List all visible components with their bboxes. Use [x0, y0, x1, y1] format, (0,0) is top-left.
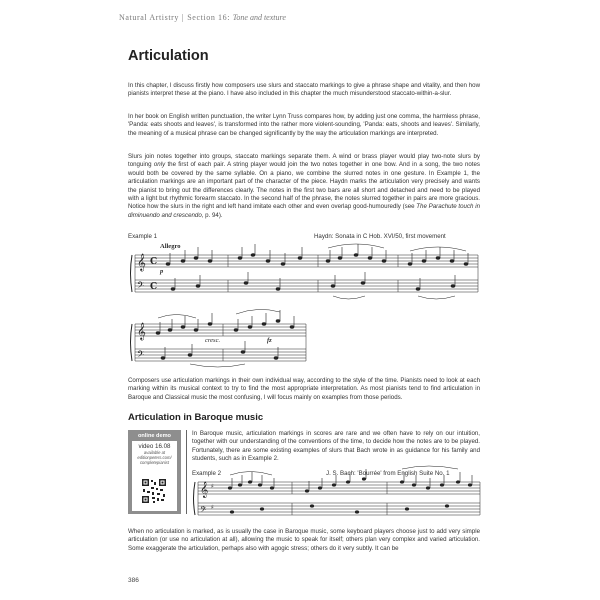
example1-system2 — [131, 324, 307, 361]
running-head-section: Section 16: — [187, 13, 231, 22]
example2-label: Example 2 — [192, 470, 222, 477]
common-time-icon: C — [150, 282, 158, 292]
paragraph-composers: Composers use articulation markings in their own individual way, according to the style of the time. Pianists need to look at each marking within its musical context to try to find the most appropriate interpretation. As most pianists tend to find articulation in Baroque and Classical music the most confusing, I will focus mainly on examples from those periods. — [128, 377, 480, 401]
paragraph-slurs — [128, 153, 480, 220]
online-demo-label: online demo — [138, 433, 171, 439]
section-heading-baroque: Articulation in Baroque music — [128, 412, 264, 423]
running-head-part: Natural Artistry — [119, 13, 180, 22]
paragraph-slurs-part2: the first of each pair. A string player would join the two notes together in one bow. And in a song, the two notes would both be covered by the same syllable. On a piano, we combine the slurred notes in one gesture. In Example 1, the articulation markings are an important part of the character of the piece. Haydn marks the articulation very precisely and wants the pianist to bring out the differences clearly. The notes in the first two bars are all short and detached and need to be played with a light but rhythmic forearm staccato. In the second half of the phrase, the notes slurred together in pairs are more gracious. Notice how the slurs in the right and left hand imitate each other and even overlap good-humouredly (see — [128, 161, 480, 211]
example1-system2-notes — [156, 309, 294, 367]
online-demo-url-line1[interactable]: editionpeters.com/ — [137, 455, 172, 460]
bass-clef-icon: 𝄢 — [200, 506, 207, 517]
example1-label: Example 1 — [128, 233, 158, 240]
example1-dynamic-cresc: cresc. — [205, 337, 221, 344]
online-demo-url-line2[interactable]: completepianist — [139, 460, 170, 465]
example2-score — [192, 480, 482, 520]
page-number: 386 — [128, 577, 139, 584]
paragraph-baroque: In Baroque music, articulation markings in scores are rare and we often have to rely on our intuition, together with our understanding of the conventions of the time, to decide how the notes are to be played. Fortunately, there are some existing examples of slurs that Bach wrote in as guidance for his family and students, such as in Example 2. — [192, 430, 480, 463]
sharp-icon: ♯ — [211, 483, 214, 490]
running-head-separator: | — [182, 13, 185, 22]
example1-system2-clefs — [137, 322, 146, 362]
paragraph-slurs-part1: Slurs join notes together into groups, staccato markings separate them. A wind or brass player would play two-note slurs by tonguing — [128, 153, 480, 169]
example1-score — [128, 252, 480, 370]
example1-dynamic-p: p — [160, 268, 164, 275]
online-demo-availability: available at — [143, 450, 166, 455]
paragraph-slurs-part3: , p. 94). — [201, 211, 223, 219]
running-head-section-title: Tone and texture — [232, 13, 286, 22]
online-demo-box[interactable] — [128, 430, 181, 514]
example1-system1-clefs — [137, 253, 157, 293]
paragraph-no-articulation: When no articulation is marked, as is usually the case in Baroque music, some keyboard players choose just to add very simple articulation (or use no articulation at all), allowing the music to speak for itself; others plan very complex and varied articulation. Some exaggerate the articulation, perhaps also with agogic stress; others do it very subtly. It can be — [128, 528, 480, 552]
treble-clef-icon: 𝄞 — [137, 253, 146, 271]
common-time-icon: C — [150, 257, 158, 267]
paragraph-slurs-emphasis: only — [153, 161, 166, 169]
qr-code-icon[interactable] — [141, 478, 167, 504]
paragraph-truss: In her book on English written punctuation, the writer Lynn Truss compares how, by adding just one comma, the harmless phrase, 'Panda: eats shoots and leaves', is transformed into the rather more violent-sounding, 'Panda: eats, shoots and leaves'. Similarly, the meaning of a musical phrase can be changed significantly by the way the articulation markings are interpreted. — [128, 113, 480, 137]
online-demo-panel — [132, 441, 177, 511]
demo-divider — [186, 430, 187, 514]
example1-dynamic-fz: fz — [267, 337, 272, 344]
online-demo-video-id[interactable]: video 16.08 — [138, 443, 171, 450]
example2-staves — [194, 482, 481, 515]
paragraph-intro: In this chapter, I discuss firstly how composers use slurs and staccato markings to give a phrase shape and vitality, and then how pianists interpret these at the piano. I have also included in this chapter the much misunderstood staccato-within-a-slur. — [128, 82, 480, 98]
bass-clef-icon: 𝄢 — [137, 280, 145, 293]
page-title: Articulation — [128, 48, 209, 64]
example1-tempo: Allegro — [160, 243, 181, 250]
running-head — [119, 13, 286, 22]
paragraph-slurs-reference: The Parachute touch in diminuendo and crescendo — [128, 203, 480, 219]
example1-system1-notes — [166, 244, 468, 299]
sharp-icon: ♯ — [211, 504, 214, 511]
example2-source: J. S. Bach: 'Bourrée' from English Suite No. 1 — [326, 470, 450, 477]
treble-clef-icon: 𝄞 — [137, 322, 146, 340]
bass-clef-icon: 𝄢 — [137, 349, 145, 362]
treble-clef-icon: 𝄞 — [200, 482, 209, 498]
example1-source: Haydn: Sonata in C Hob. XVI/50, first movement — [314, 233, 446, 240]
